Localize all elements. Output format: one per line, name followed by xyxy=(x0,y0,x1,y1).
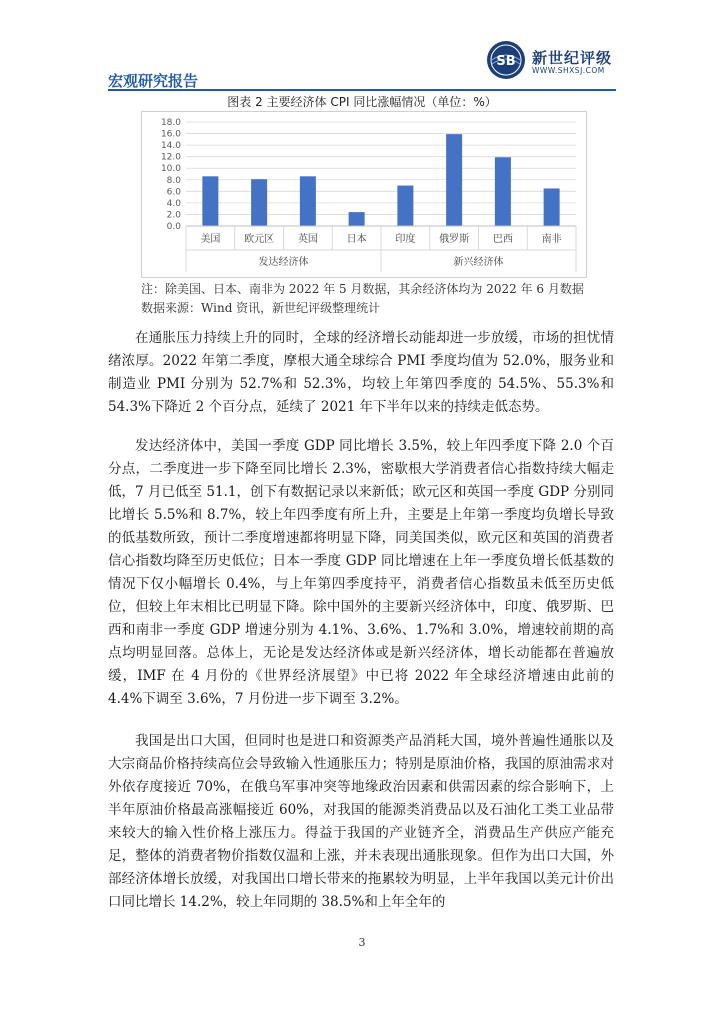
cpi-bar-chart xyxy=(141,111,587,278)
x-tick-label: 印度 xyxy=(395,234,416,245)
paragraph-3: 我国是出口大国，但同时也是进口和资源类产品消耗大国，境外普遍性通胀以及大宗商品价格持续高位会导致输入性通胀压力；特别是原油价格，我国的原油需求对外依存度接近 70%，在俄乌军事冲突等地缘政治因素和供需因素的综合影响下，上半年原油价格最高涨幅接近 60%，对我国的能源类消费品以及石油化工类工业品带来较大的输入性价格上涨压力。得益于我国的产业链齐全，消费品生产供应产能充足，整体的消费者物价指数仅温和上涨，并未表现出通胀现象。但作为出口大国，外部经济体增长放缓，对我国出口增长带来的拖累较为明显，上半年我国以美元计价出口同比增长 14.2%，较上年同期的 38.5%和上年全年的 xyxy=(108,733,614,910)
x-tick-label: 日本 xyxy=(346,234,367,245)
y-tick-label: 8.0 xyxy=(166,175,181,186)
bar-俄罗斯 xyxy=(446,134,462,226)
y-tick-label: 6.0 xyxy=(166,187,181,198)
company-logo xyxy=(486,40,626,88)
x-tick-label: 俄罗斯 xyxy=(439,234,470,245)
x-tick-label: 英国 xyxy=(297,234,318,245)
x-group-label: 新兴经济体 xyxy=(453,257,504,268)
logo-emblem-icon xyxy=(486,40,526,80)
bar-日本 xyxy=(349,212,365,226)
logo-name: 新世纪评级 xyxy=(532,49,613,67)
page-number: 3 xyxy=(358,936,366,949)
bar-欧元区 xyxy=(251,179,267,226)
y-tick-label: 10.0 xyxy=(160,164,181,175)
x-tick-label: 欧元区 xyxy=(244,234,275,245)
y-tick-label: 0.0 xyxy=(166,222,181,232)
bar-印度 xyxy=(397,186,413,226)
chart-canvas xyxy=(142,112,586,277)
paragraph-2: 发达经济体中，美国一季度 GDP 同比增长 3.5%，较上年四季度下降 2.0 个百分点，二季度进一步下降至同比增长 2.3%，密歇根大学消费者信心指数持续大幅走低，7 月已低至 51.1，创下有数据记录以来新低；欧元区和英国一季度 GDP 分别同比增长 5.5%和 8.7%，较上年四季度有所上升，主要是上年第一季度均负增长导致的低基数所致，预计二季度增速都将明显下降，同美国类似，欧元区和英国的消费者信心指数均降至历史低位；日本一季度 GDP 同比增速在上年一季度负增长低基数的情况下仅小幅增长 0.4%，与上年第四季度持平，消费者信心指数虽未低至历史低位，但较上年末相比已明显下降。除中国外的主要新兴经济体中，印度、俄罗斯、巴西和南非一季度 GDP 增速分别为 4.1%、3.6%、1.7%和 3.0%，增速较前期的高点均明显回落。总体上，无论是发达经济体或是新兴经济体，增长动能都在普遍放缓，IMF 在 4 月份的《世界经济展望》中已将 2022 年全球经济增速由此前的 4.4%下调至 3.6%，7 月份进一步下调至 3.2%。 xyxy=(108,438,614,707)
paragraph-1: 在通胀压力持续上升的同时，全球的经济增长动能却进一步放缓，市场的担忧情绪浓厚。2022 年第二季度，摩根大通全球综合 PMI 季度均值为 52.0%，服务业和制造业 PMI 分别为 52.7%和 52.3%，均较上年第四季度的 54.5%、55.3%和 54.3%下降近 2 个百分点，延续了 2021 年下半年以来的持续走低态势。 xyxy=(108,330,614,415)
figure-caption: 图表 2 主要经济体 CPI 同比涨幅情况（单位：%） xyxy=(227,95,497,109)
figure-note: 注：除美国、日本、南非为 2022 年 5 月数据，其余经济体均为 2022 年 6 月数据 xyxy=(141,282,584,296)
x-tick-label: 巴西 xyxy=(492,234,513,245)
y-tick-label: 12.0 xyxy=(160,152,181,163)
y-tick-label: 18.0 xyxy=(160,118,181,128)
figure-source: 数据来源：Wind 资讯，新世纪评级整理统计 xyxy=(141,301,381,315)
logo-initials: SB xyxy=(496,54,516,69)
y-tick-label: 14.0 xyxy=(160,141,181,152)
bar-英国 xyxy=(300,176,316,226)
header-divider xyxy=(108,89,616,91)
logo-url: WWW.SHXSJ.COM xyxy=(532,66,605,75)
y-tick-label: 2.0 xyxy=(166,210,181,221)
report-type-title: 宏观研究报告 xyxy=(108,72,199,90)
bar-美国 xyxy=(202,176,218,226)
y-tick-label: 4.0 xyxy=(166,198,181,209)
x-group-label: 发达经济体 xyxy=(258,257,309,268)
bar-南非 xyxy=(544,188,560,226)
x-tick-label: 美国 xyxy=(200,234,221,245)
x-tick-label: 南非 xyxy=(541,234,562,245)
y-tick-label: 16.0 xyxy=(160,129,181,140)
bar-巴西 xyxy=(495,157,511,226)
